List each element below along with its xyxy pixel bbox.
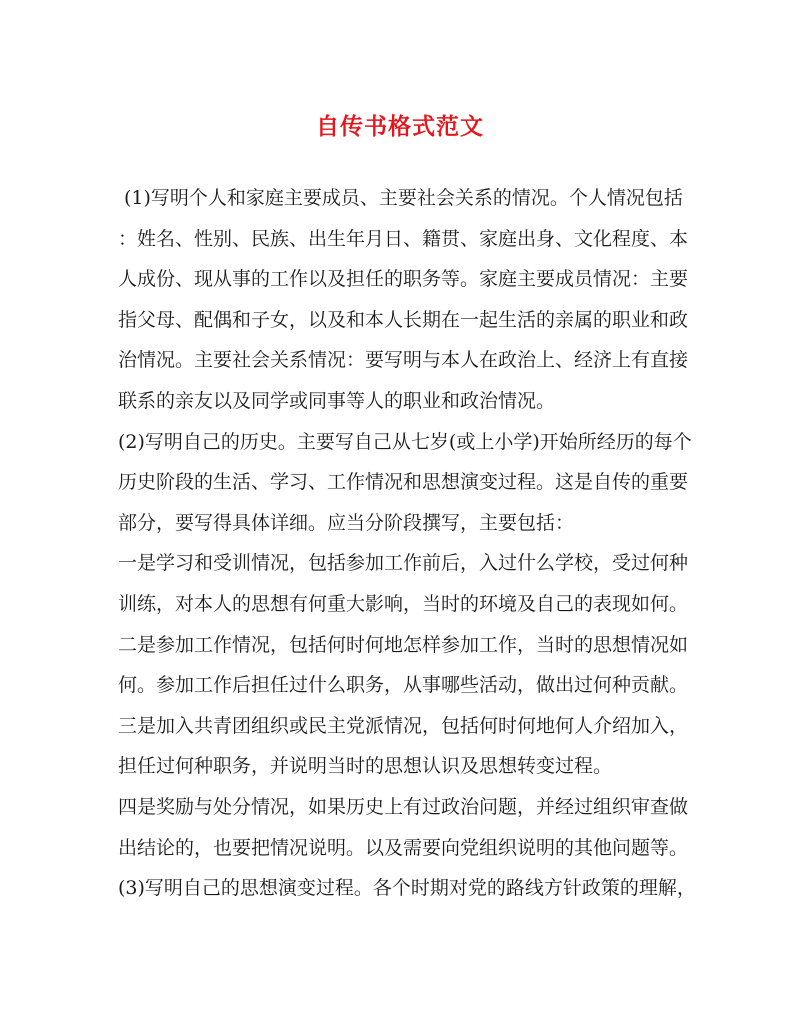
document-body [118,178,696,909]
paragraph-line: ：姓名、性别、民族、出生年月日、籍贯、家庭出身、文化程度、本 [118,227,689,250]
paragraph-line: 何。参加工作后担任过什么职务，从事哪些活动，做出过何种贡献。 [118,674,689,697]
paragraph-line: (2)写明自己的历史。主要写自己从七岁(或上小学)开始所经历的每个 [118,430,692,453]
paragraph-line: 联系的亲友以及同学或同事等人的职业和政治情况。 [118,389,556,412]
paragraph-line: 训练，对本人的思想有何重大影响，当时的环境及自己的表现如何。 [118,592,689,615]
paragraph-line: 人成份、现从事的工作以及担任的职务等。家庭主要成员情况：主要 [118,268,689,291]
paragraph-line: 历史阶段的生活、学习、工作情况和思想演变过程。这是自传的重要 [118,471,689,494]
paragraph-line: 指父母、配偶和子女，以及和本人长期在一起生活的亲属的职业和政 [118,308,689,331]
document-title: 自传书格式范文 [316,113,484,140]
paragraph-line: 二是参加工作情况，包括何时何地怎样参加工作，当时的思想情况如 [118,633,689,656]
paragraph-line: 四是奖励与处分情况，如果历史上有过政治问题，并经过组织审查做 [118,795,689,818]
paragraph-line: 一是学习和受训情况，包括参加工作前后，入过什么学校，受过何种 [118,552,689,575]
paragraph-line: 担任过何种职务，并说明当时的思想认识及思想转变过程。 [118,755,613,778]
paragraph-line: 部分，要写得具体详细。应当分阶段撰写，主要包括： [118,511,575,534]
paragraph-line: 出结论的，也要把情况说明。以及需要向党组织说明的其他问题等。 [118,836,689,859]
paragraph-line: 治情况。主要社会关系情况：要写明与本人在政治上、经济上有直接 [118,349,689,372]
paragraph-line: (1)写明个人和家庭主要成员、主要社会关系的情况。个人情况包括 [124,187,683,209]
paragraph-line: 三是加入共青团组织或民主党派情况，包括何时何地何人介绍加入， [118,714,689,737]
paragraph-line: (3)写明自己的思想演变过程。各个时期对党的路线方针政策的理解， [118,877,696,900]
